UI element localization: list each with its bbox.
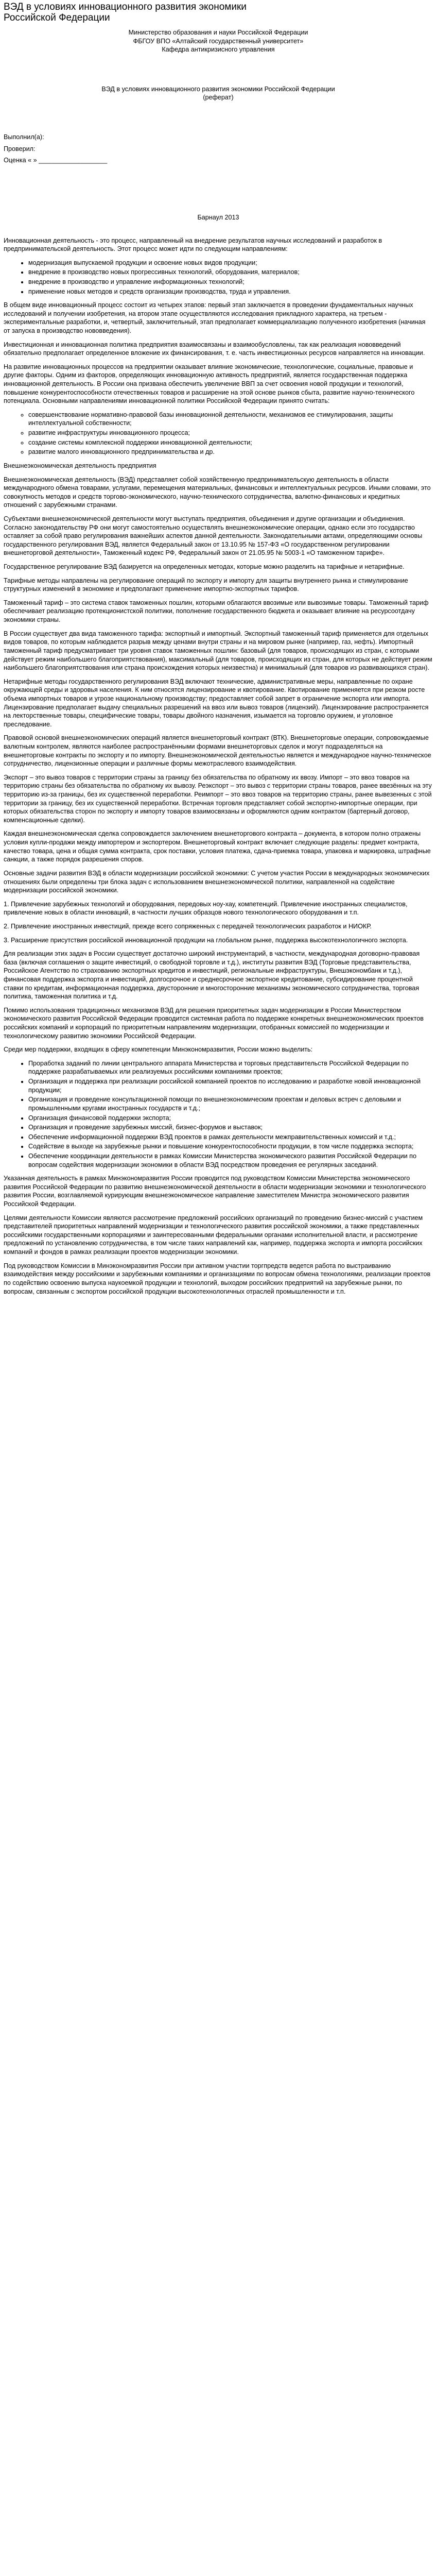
paragraph: 1. Привлечение зарубежных технологий и оборудования, передовых ноу-хау, компетенций. Привлечение иностранных специалистов, привлечение новых в области инноваций, в частности лучших образцов нового технологического оборудования и т.п.: [4, 900, 408, 917]
paragraph: 2. Привлечение иностранных инвестиций, прежде всего сопряженных с передачей технологических разработок и НИОКР.: [4, 922, 372, 930]
bullet-list: [4, 259, 433, 296]
university-line: ФБГОУ ВПО «Алтайский государственный университет»: [133, 37, 304, 45]
list-item: • Содействие в выходе на зарубежные рынки и повышение конкурентоспособности продукции, в том числе поддержка экспорта;: [28, 1142, 433, 1151]
list-item: • Обеспечение координации деятельности в рамках Комиссии Министерства экономического развития Российской Федерации по вопросам содействия модернизации экономики в области ВЭД посредством проведения ее регулярных заседаний.: [28, 1152, 433, 1169]
paragraph: На развитие инновационных процессов на предприятии оказывает влияние экономические, технологические, социальные, правовые и другие факторы. Одним из факторов, определяющих инновационную активность предприятий, является государственная поддержка инновационной деятельность. В России она призвана обеспечить увеличение ВВП за счет освоения новой продукции и технологий, повышение конкурентоспособности отечественных товаров и расширение на этой основе рынков сбыта, развитие научно-технического потенциала. Основными направлениями инновационной политики Российской Федерации принято считать:: [4, 363, 415, 405]
paragraph: Инновационная деятельность - это процесс, направленный на внедрение результатов научных исследований и разработок в предпринимательской деятельность. Этот процесс может идти по следующим направлениям:: [4, 236, 382, 253]
list-item: ◦ совершенствование нормативно-правовой базы инновационной деятельности, механизмов ее стимулирования, защиты интеллектуальной собственности;: [28, 411, 433, 428]
grade-line: Оценка « » ___________________: [4, 157, 108, 164]
ministry-line: Министерство образования и науки Российской Федерации: [128, 29, 308, 37]
spacer: [4, 199, 433, 213]
list-item: • внедрение в производство новых прогрессивных технологий, оборудования, материалов;: [28, 268, 433, 277]
document-body: [4, 236, 433, 1296]
paragraph: Целями деятельности Комиссии являются рассмотрение предложений российских организаций по проведению бизнес-миссий с участием представителей приоритетных направлений модернизации и технологического развития российской экономики, а также представленных российскими государственными корпорациями и заинтересованными федеральными органами исполнительной власти, и рассмотрение предложений по установлению сотрудничества, в том числе таких направлений как, например, поддержка экспорта и импорта российских компаний и фондов в рамках реализации проектов модернизации экономики.: [4, 1214, 423, 1256]
paragraph: В России существует два вида таможенного тарифа: экспортный и импортный. Экспортный таможенный тариф применяется для отдельных видов товаров, по которым наблюдается разрыв между ценами внутри страны и на мировом рынке (например, газ, нефть). Импортный таможенный тариф предусматривает три уровня ставок таможенных пошлин: базовый (для товаров, происходящих из стран, с которыми действует режим наибольшего благоприятствования), максимальный (для товаров, происходящих из стран, для которых не действует режим наибольшего благоприятствования или страна происхождения которых неизвестна) и минимальный (для товаров из развивающихся стран).: [4, 630, 432, 672]
list-item: • Организация и проведение консультационной помощи по внешнеэкономическим проектам и деловых встреч с деловыми и промышленными кругами иностранных государств и т.д.;: [28, 1095, 433, 1112]
list-item: • Обеспечение информационной поддержки ВЭД проектов в рамках деятельности межправительственных комиссий и т.д.;: [28, 1133, 433, 1142]
paragraph: Тарифные методы направлены на регулирование операций по экспорту и импорту для защиты внутреннего рынка и стимулирование структурных изменений в экономике и предполагают применение импортно-экспортных тарифов.: [4, 577, 408, 593]
department-line: Кафедра антикризисного управления: [162, 46, 275, 54]
paragraph: Каждая внешнеэкономическая сделка сопровождается заключением внешнеторгового контракта – документа, в котором полно отражены условия купли-продажи между импортером и экспортером. Внешнеторговый контракт включает следующие разделы: предмет контракта, качество товара, цена и общая сумма контракта, срок поставки, условия платежа, сдача-приемка товара, упаковка и маркировка, штрафные санкции, а также порядок разрешения споров.: [4, 830, 431, 863]
work-title: ВЭД в условиях инновационного развития экономики Российской Федерации: [101, 85, 335, 93]
list-item: • Проработка заданий по линии центрального аппарата Министерства и торговых представительств Российской Федерации по поддержке разрабатываемых или реализуемых российскими компаниями проектов;: [28, 1059, 433, 1076]
paragraph: Для реализации этих задач в России существует достаточно широкий инструментарий, в частности, международная договорно-правовая база (включая соглашения о защите инвестиций, о свободной торговле и т.д.), институты развития ВЭД (Торговые представительства, Российское Агентство по страхованию экспортных кредитов и инвестиций, региональные инфраструктуры, Внешэкономбанк и т.д.), финансовая поддержка экспорта и инвестиций, долгосрочное и среднесрочное экспортное кредитование, субсидирование процентной ставки по кредитам, информационная поддержка, двусторонние и многосторонние механизмы экономического сотрудничества, торговая политика, таможенная политика и т.д.: [4, 950, 420, 1001]
paragraph: Помимо использования традиционных механизмов ВЭД для решения приоритетных задач модернизации в России Министерством экономического развития Российской Федерации проводится системная работа по поддержке конкретных внешнеэкономических проектов российских компаний и корпораций по приоритетным направлениям модернизации, отобранных комиссией по модернизации и технологическому развитию экономики Российской Федерации.: [4, 1006, 424, 1040]
paragraph: Основные задачи развития ВЭД в области модернизации российской экономики: С учетом участия России в международных экономических отношениях были определены три блока задач с использованием внешнеэкономической политики, направленной на содействие модернизации российской экономики.: [4, 869, 430, 894]
paragraph: Указанная деятельность в рамках Минэкономразвития России проводится под руководством Комиссии Министерства экономического развития Российской Федерации по развитию внешнеэкономической деятельности в области модернизации экономики и технологического развития России, возглавляемой курирующим внешнеэкономическое направление заместителем Министра экономического развития Российской Федерации.: [4, 1175, 426, 1208]
work-type: (реферат): [203, 94, 234, 101]
list-item: • внедрение в производство и управление информационных технологий;: [28, 278, 433, 286]
paragraph: Государственное регулирование ВЭД базируется на определенных методах, которые можно разделить на тарифные и нетарифные.: [4, 563, 405, 571]
checked-by: Проверил:: [4, 145, 36, 152]
list-item: • применение новых методов и средств организации производства, труда и управления.: [28, 287, 433, 296]
city-year: Барнаул 2013: [197, 213, 239, 221]
bullet-list: [4, 411, 433, 456]
paragraph: Таможенный тариф – это система ставок таможенных пошлин, которыми облагаются ввозимые или вывозимые товары. Таможенный тариф обеспечивает реализацию протекционистской политики, пополнение государственного бюджета и оказывает влияние на ресурсоотдачу экономики страны.: [4, 599, 429, 624]
paragraph: В общем виде инновационный процесс состоит из четырех этапов: первый этап заключается в проведении фундаментальных научных исследований и получении изобретения, на втором этапе осуществляются исследования прикладного характера, на третьем - экспериментальные разработки, и, четвертый, заключительный, этап предполагает коммерциализацию полученного изобретения (начиная от запуска в производство нововведения).: [4, 301, 426, 334]
paragraph: Внешнеэкономическая деятельность (ВЭД) представляет собой хозяйственную предпринимательскую деятельность в области международного обмена товарами, услугами, перемещения материальных, финансовых и интеллектуальных ресурсов. Иными словами, это совокупность методов и средств торгово-экономического, научно-технического сотрудничества, валютно-финансовых и кредитных отношений с зарубежными странами.: [4, 476, 431, 509]
paragraph: Внешнеэкономическая деятельность предприятия: [4, 462, 156, 469]
paragraph: Среди мер поддержки, входящих в сферу компетенции Минэкономразвития, России можно выделить:: [4, 1046, 313, 1054]
list-item: • Организация и поддержка при реализации российской компанией проектов по исследованию и разработке новой инновационной продукции;: [28, 1077, 433, 1094]
list-item: ◦ развитие малого инновационного предпринимательства и др.: [28, 448, 433, 456]
paragraph: Нетарифные методы государственного регулирования ВЭД включают технические, административные меры, направленные по охране окружающей среды и здоровья населения. К ним относятся лицензирование и квотирование. Квотирование применяется при резком росте объема импортных товаров и угрозе национальному производству; предоставляет собой запрет в ограничение экспорта или импорта. Лицензирование предполагает выдачу специальных разрешений на ввоз или вывоз товаров (лицензий). Лицензирование распространяется на лекторственные товары, специфические товары, товары двойного назначения, изымается на торговлю оружием, и уголовное преследование.: [4, 677, 429, 728]
paragraph: Субъектами внешнеэкономической деятельности могут выступать предприятия, объединения и другие организации и объединения. Согласно законодательству РФ они могут самостоятельно осуществлять внешнеэкономические операции, однако если это государство оставляет за собой право регулирования важнейших аспектов данной деятельности. Законодательными актами, определяющими основы государственного регулирования ВЭД, является Федеральный закон от 13.10.95 № 157-ФЗ «О государственном регулировании внешнеторговой деятельности», Таможенный кодекс РФ, Федеральный закон от 21.05.95 № 5003-1 «О таможенном тарифе».: [4, 515, 423, 557]
paragraph: Инвестиционная и инновационная политика предприятия взаимосвязаны и взаимообусловлены, так как реализация нововведений обязательно предполагает определенное вложение их финансирования, т. е. часть инвестиционных ресурсов направляется на инновации.: [4, 341, 425, 357]
list-item: • Организация и проведение зарубежных миссий, бизнес-форумов и выставок;: [28, 1123, 433, 1132]
spacer: [4, 102, 433, 133]
list-item: ◦ создание системы комплексной поддержки инновационной деятельности;: [28, 438, 433, 447]
paragraph: Правовой основой внешнеэкономических операций является внешнеторговый контракт (ВТК). Внешнеторговые операции, сопровождаемые валютным контролем, являются наиболее распространёнными формами внешнеторговых сделок и могут подразделяться на внешнеторговые контракты по экспорту и по импорту. Внешнеэкономической деятельностью является и международное научно-техническое сотрудничество, лицензионные операции и различные формы межотраслевого взаимодействия.: [4, 734, 431, 768]
list-item: • модернизация выпускаемой продукции и освоение новых видов продукции;: [28, 259, 433, 267]
spacer: [4, 168, 433, 199]
bullet-list: [4, 1059, 433, 1169]
performed-by: Выполнил(а):: [4, 133, 44, 141]
title-page: [4, 28, 433, 236]
paragraph: Экспорт – это вывоз товаров с территории страны за границу без обязательства по обратному их ввозу. Импорт – это ввоз товаров на территорию страны без обязательства по обратному их вывозу. Реэкспорт – это вывоз с территории страны товаров, ранее ввезённых на эту территорию из-за границы, без их существенной переработки. Реимпорт – это ввоз товаров на территорию страны, ранее вывезенных с этой территории за границу, без их существенной переработки. Встречная торговля представляет собой экспортно-импортные операции, при которых обязательства сторон по экспорту и импорту товаров взаимосвязаны и оформляются одним контрактом (бартерный договор, компенсационные сделки).: [4, 773, 432, 824]
spacer: [4, 54, 433, 85]
list-item: ◦ развитие инфраструктуры инновационного процесса;: [28, 429, 433, 437]
list-item: • Организация финансовой поддержки экспорта;: [28, 1114, 433, 1123]
page-title: ВЭД в условиях инновационного развития экономики Российской Федерации: [4, 2, 247, 23]
paragraph: 3. Расширение присутствия российской инновационной продукции на глобальном рынке, поддержка высокотехнологичного экспорта.: [4, 936, 408, 944]
paragraph: Под руководством Комиссии в Минэкономразвития России при активном участии торгпредств ведется работа по выстраиванию взаимодействия между российскими и зарубежными компаниями и организациями по вопросам обмена технологиями, реализации проектов по содействию освоению выпуска наукоемкой продукции и технологий, выходом российских предприятий на зарубежные рынки, по вопросам, связанным с экспортом российской продукции высокотехнологичных отраслей промышленности и т.п.: [4, 1262, 431, 1295]
spacer: [4, 222, 433, 236]
